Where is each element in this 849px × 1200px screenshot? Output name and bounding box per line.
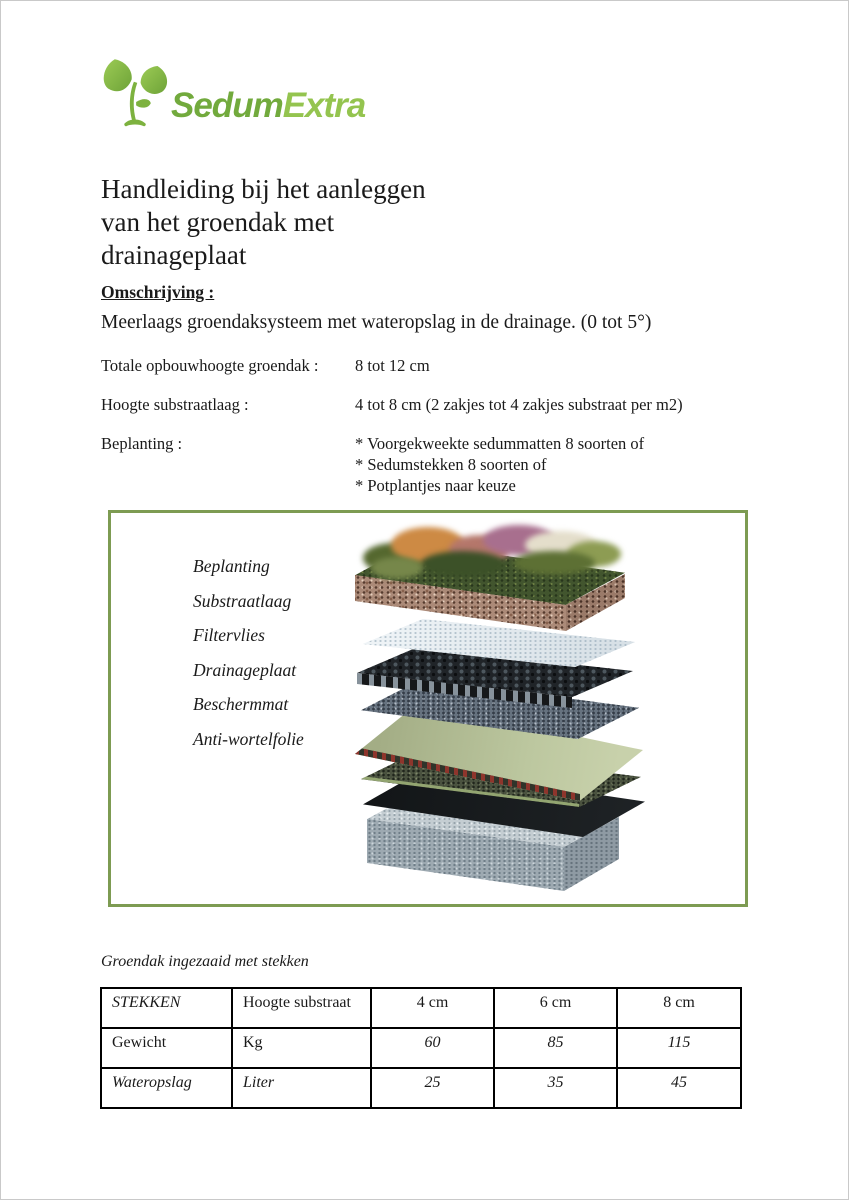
substrate-block [355,527,627,663]
figure-label-drainageplaat: Drainageplaat [193,659,297,680]
table-caption: Groendak ingezaaid met stekken [101,953,309,970]
spec-row-opbouwhoogte [101,355,430,376]
table-cell: Gewicht [101,1028,232,1068]
table-cell: 4 cm [371,988,494,1028]
table-cell: STEKKEN [101,988,232,1028]
table-cell: Wateropslag [101,1068,232,1108]
spec-value: * Voorgekweekte sedummatten 8 soorten of * Sedumstekken 8 soorten of * Potplantjes naar keuze [355,434,645,495]
spec-row-beplanting [101,433,644,496]
table-cell: Kg [232,1028,371,1068]
spec-row-substraatlaag [101,394,683,415]
table-cell: 35 [494,1068,617,1108]
title-line: van het groendak met [101,207,335,237]
brand-logo [99,49,365,135]
figure-box [108,510,748,907]
figure-label-filtervlies: Filtervlies [193,625,265,645]
vegetation [363,525,621,583]
table-cell: Liter [232,1068,371,1108]
title-line: drainageplaat [101,240,247,270]
page-title [101,173,426,272]
spec-value: 4 tot 8 cm (2 zakjes tot 4 zakjes substraat per m2) [355,395,683,414]
layer-diagram-image [353,525,645,899]
figure-label-antiwortelfolie: Anti-wortelfolie [193,728,304,749]
brand-text [171,88,365,135]
figure-layer-labels [193,549,304,756]
seedling-icon [99,51,171,135]
table-row-wateropslag [101,1068,741,1108]
spec-label: Totale opbouwhoogte groendak : [101,356,319,375]
table-cell: 60 [371,1028,494,1068]
brand-extra: Extra [282,86,366,125]
table-cell: Hoogte substraat [232,988,371,1028]
table-cell: 115 [617,1028,741,1068]
title-line: Handleiding bij het aanleggen [101,174,426,204]
table-header-row [101,988,741,1028]
table-row-gewicht [101,1028,741,1068]
table-cell: 25 [371,1068,494,1108]
brand-sedum: Sedum [171,86,283,125]
figure-label-beplanting: Beplanting [193,556,270,576]
table-cell: 6 cm [494,988,617,1028]
section-heading: Omschrijving : [101,282,215,302]
table-cell: 85 [494,1028,617,1068]
table-cell: 45 [617,1068,741,1108]
figure-label-substraatlaag: Substraatlaag [193,590,292,611]
specs-table [100,987,742,1109]
table-cell: 8 cm [617,988,741,1028]
spec-label: Hoogte substraatlaag : [101,395,249,414]
spec-value: 8 tot 12 cm [355,356,430,375]
spec-label: Beplanting : [101,434,183,453]
figure-label-beschermmat: Beschermmat [193,694,289,714]
intro-text: Meerlaags groendaksysteem met wateropslag in de drainage. (0 tot 5°) [101,312,652,333]
